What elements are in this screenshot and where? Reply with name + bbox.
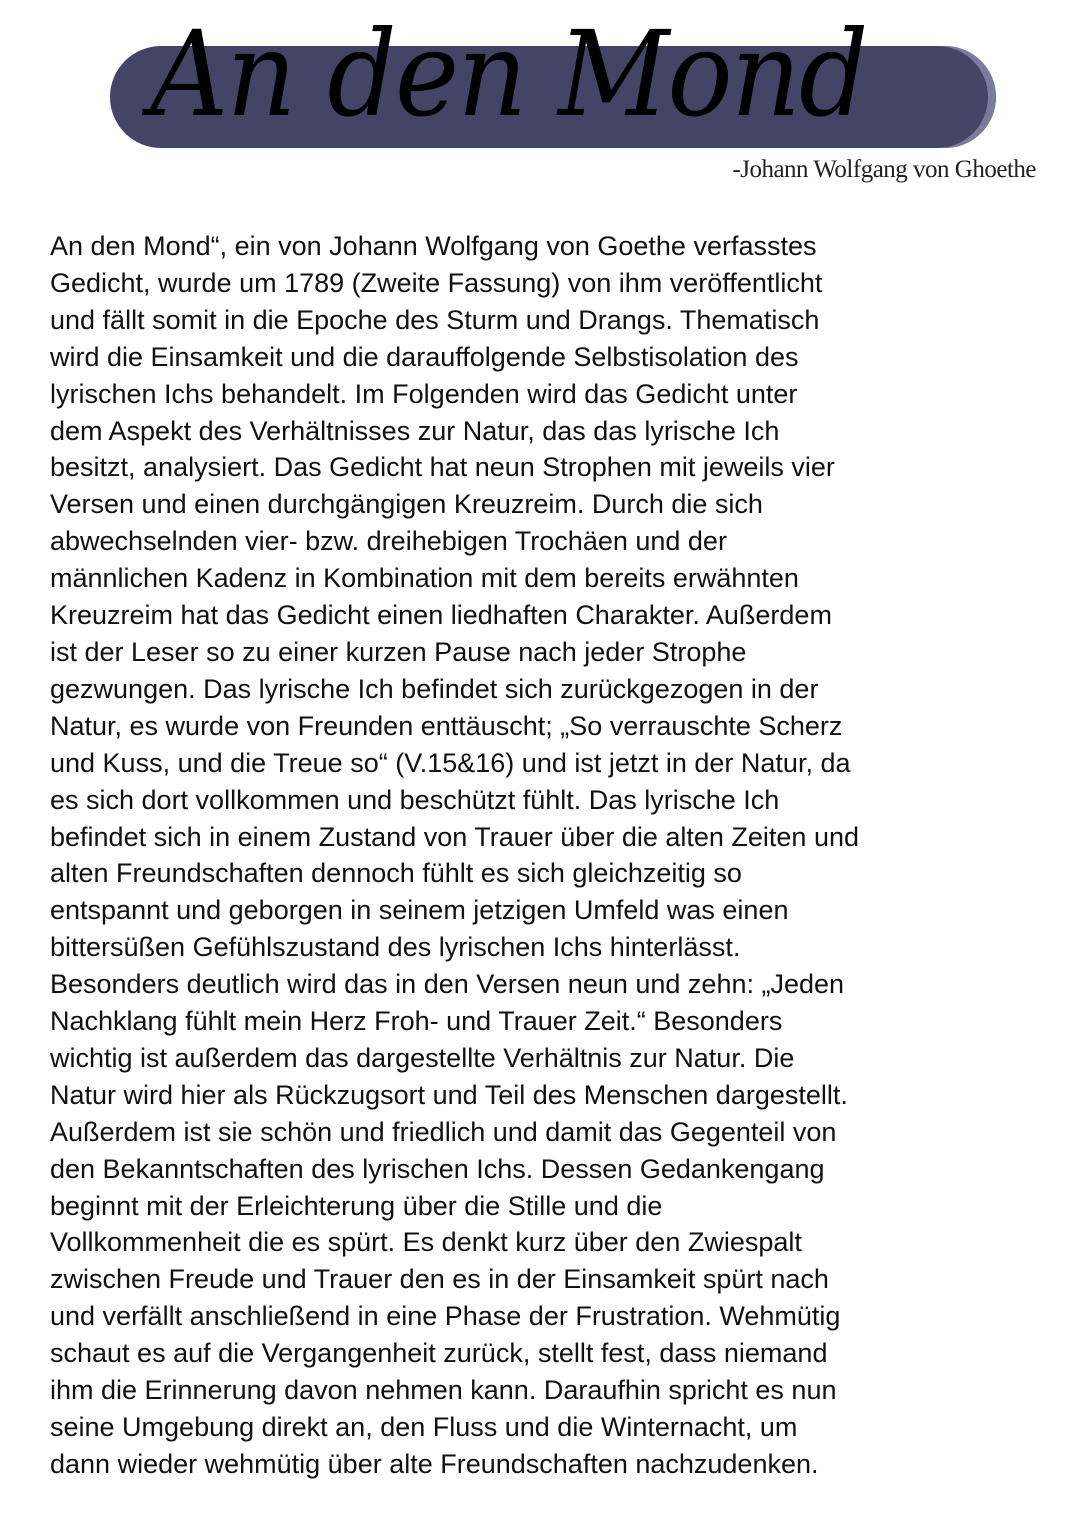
text-line: Kreuzreim hat das Gedicht einen liedhaften Charakter. Außerdem (50, 600, 832, 631)
text-line: Gedicht, wurde um 1789 (Zweite Fassung) von ihm veröffentlicht (50, 267, 823, 298)
text-line: zwischen Freude und Trauer den es in der Einsamkeit spürt nach (50, 1264, 829, 1295)
text-line: befindet sich in einem Zustand von Trauer über die alten Zeiten und (50, 821, 859, 852)
text-line: seine Umgebung direkt an, den Fluss und die Winternacht, um (50, 1412, 798, 1442)
text-line: Besonders deutlich wird das in den Versen neun und zehn: „Jeden (50, 969, 845, 1000)
text-line: abwechselnden vier- bzw. dreihebigen Trochäen und der (50, 526, 727, 557)
text-line: besitzt, analysiert. Das Gedicht hat neun Strophen mit jeweils vier (50, 452, 835, 483)
text-line: Vollkommenheit die es spürt. Es denkt kurz über den Zwiespalt (50, 1227, 802, 1258)
text-line: Natur wird hier als Rückzugsort und Teil des Menschen dargestellt. (50, 1079, 848, 1110)
text-line: lyrischen Ichs behandelt. Im Folgenden wird das Gedicht unter (50, 378, 798, 409)
text-line: und Kuss, und die Treue so“ (V.15&16) und ist jetzt in der Natur, da (50, 747, 851, 778)
text-line: männlichen Kadenz in Kombination mit dem bereits erwähnten (50, 563, 799, 594)
text-line: alten Freundschaften dennoch fühlt es sich gleichzeitig so (50, 858, 742, 889)
text-line: ihm die Erinnerung davon nehmen kann. Daraufhin spricht es nun (50, 1375, 837, 1406)
text-line: dem Aspekt des Verhältnisses zur Natur, das das lyrische Ich (50, 415, 780, 446)
text-line: entspannt und geborgen in seinem jetzigen Umfeld was einen (50, 895, 789, 926)
text-line: Versen und einen durchgängigen Kreuzreim. Durch die sich (50, 489, 763, 520)
text-line: An den Mond“, ein von Johann Wolfgang von Goethe verfasstes (50, 231, 817, 261)
text-line: und fällt somit in die Epoche des Sturm und Drangs. Thematisch (50, 304, 820, 335)
text-line: Natur, es wurde von Freunden enttäuscht; „So verrauschte Scherz (50, 710, 843, 741)
body-text (50, 228, 859, 1483)
text-line: und verfällt anschließend in eine Phase der Frustration. Wehmütig (50, 1301, 841, 1332)
text-line: wird die Einsamkeit und die darauffolgende Selbstisolation des (50, 341, 799, 372)
text-line: wichtig ist außerdem das dargestellte Verhältnis zur Natur. Die (50, 1042, 795, 1073)
text-line: beginnt mit der Erleichterung über die Stille und die (50, 1190, 663, 1221)
text-line: gezwungen. Das lyrische Ich befindet sich zurückgezogen in der (50, 673, 819, 704)
text-line: Nachklang fühlt mein Herz Froh- und Trauer Zeit.“ Besonders (50, 1006, 783, 1037)
page-title: An den Mond (150, 5, 867, 143)
text-line: den Bekanntschaften des lyrischen Ichs. Dessen Gedankengang (50, 1153, 825, 1184)
text-line: dann wieder wehmütig über alte Freundschaften nachzudenken. (50, 1448, 819, 1479)
text-line: ist der Leser so zu einer kurzen Pause nach jeder Strophe (50, 636, 747, 667)
text-line: es sich dort vollkommen und beschützt fühlt. Das lyrische Ich (50, 784, 780, 815)
text-line: bittersüßen Gefühlszustand des lyrischen Ichs hinterlässt. (50, 932, 741, 963)
author-attribution: -Johann Wolfgang von Ghoethe (732, 156, 1036, 183)
text-line: Außerdem ist sie schön und friedlich und damit das Gegenteil von (50, 1116, 837, 1147)
text-line: schaut es auf die Vergangenheit zurück, stellt fest, dass niemand (50, 1338, 828, 1369)
